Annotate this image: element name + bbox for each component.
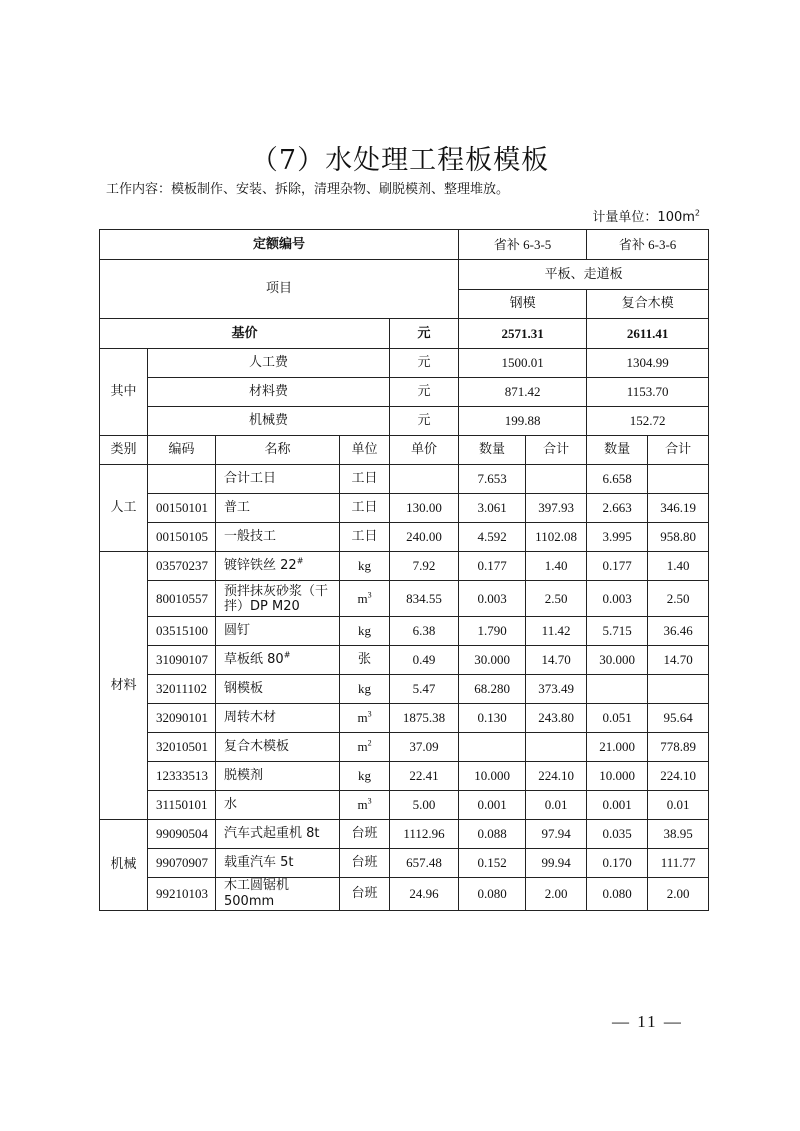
item-qty-1: 0.130 [459,704,526,733]
item-code: 32011102 [148,675,216,704]
item-sum-1: 14.70 [526,646,587,675]
machine-row [100,878,709,911]
item-sum-2: 778.89 [648,733,709,762]
material-row [100,675,709,704]
code-2: 省补 6-3-6 [587,230,709,260]
item-sum-1: 1102.08 [526,523,587,552]
item-sum-2: 2.50 [648,581,709,617]
measure-unit-label: 计量单位：100m [592,210,695,225]
item-unit: 工日 [340,465,390,494]
item-qty-1: 0.177 [459,552,526,581]
item-unit-text: m [357,797,368,812]
material-row [100,581,709,617]
item-qty-1: 30.000 [459,646,526,675]
item-unit: 工日 [340,523,390,552]
item-qty-2: 0.001 [587,791,648,820]
cost-row [100,407,709,436]
code-row [100,230,709,260]
item-price [390,465,459,494]
item-qty-2: 3.995 [587,523,648,552]
col-header-category: 类别 [100,436,148,465]
cost-value-2: 1153.70 [587,378,709,407]
item-sum-2: 36.46 [648,617,709,646]
item-name: 合计工日 [216,465,340,494]
page-number: — 11 — [612,1012,683,1031]
item-sum-1: 243.80 [526,704,587,733]
item-qty-1: 0.001 [459,791,526,820]
item-name: 载重汽车 5t [216,849,340,878]
material-category: 材料 [100,552,148,820]
item-sum-2: 38.95 [648,820,709,849]
item-sum-1: 373.49 [526,675,587,704]
item-unit: kg [340,552,390,581]
base-unit: 元 [390,319,459,349]
item-name: 脱模剂 [216,762,340,791]
group-label: 平板、走道板 [459,260,709,290]
item-unit: 台班 [340,820,390,849]
item-name: 钢模板 [216,675,340,704]
item-qty-1: 7.653 [459,465,526,494]
measure-unit-sup: 2 [694,208,700,218]
cost-name: 材料费 [148,378,390,407]
item-sum-1 [526,733,587,762]
item-qty-2: 6.658 [587,465,648,494]
cost-value-1: 871.42 [459,378,587,407]
item-unit-sup: 3 [367,796,372,806]
measure-unit [592,206,700,225]
page-title: （7）水处理工程板模板 [250,145,550,176]
item-price: 240.00 [390,523,459,552]
item-sum-1: 224.10 [526,762,587,791]
item-name-text: 草板纸 80 [224,652,284,667]
col-header-unit: 单位 [340,436,390,465]
item-code: 31090107 [148,646,216,675]
machine-row [100,820,709,849]
item-name-text: 镀锌铁丝 22 [224,558,297,573]
item-qty-1: 1.790 [459,617,526,646]
item-name-sup: # [296,556,304,566]
item-sum-1: 2.00 [526,878,587,911]
item-unit-text: m [357,710,368,725]
variant-1: 钢模 [459,290,587,319]
item-code: 99090504 [148,820,216,849]
item-qty-2: 21.000 [587,733,648,762]
item-unit: kg [340,617,390,646]
item-price: 5.00 [390,791,459,820]
item-price: 5.47 [390,675,459,704]
item-price: 1875.38 [390,704,459,733]
item-sum-2: 111.77 [648,849,709,878]
item-name: 周转木材 [216,704,340,733]
item-unit: 台班 [340,878,390,911]
item-unit: 台班 [340,849,390,878]
col-header-qty2: 数量 [587,436,648,465]
item-name: 水 [216,791,340,820]
cost-row [100,349,709,378]
material-row [100,762,709,791]
item-qty-1: 0.152 [459,849,526,878]
item-label: 项目 [100,260,459,319]
cost-name: 人工费 [148,349,390,378]
item-qty-2: 0.177 [587,552,648,581]
item-qty-1: 3.061 [459,494,526,523]
item-unit-sup: 3 [367,590,372,600]
work-content: 工作内容：模板制作、安装、拆除，清理杂物、刷脱模剂、整理堆放。 [106,182,510,197]
cost-value-2: 1304.99 [587,349,709,378]
item-qty-2: 0.170 [587,849,648,878]
item-sum-1: 1.40 [526,552,587,581]
col-header-sum1: 合计 [526,436,587,465]
labor-category: 人工 [100,465,148,552]
item-sum-2: 2.00 [648,878,709,911]
item-price: 24.96 [390,878,459,911]
base-2: 2611.41 [587,319,709,349]
item-qty-2: 0.035 [587,820,648,849]
item-qty-2: 30.000 [587,646,648,675]
material-row [100,791,709,820]
col-header-name: 名称 [216,436,340,465]
cost-value-1: 1500.01 [459,349,587,378]
base-1: 2571.31 [459,319,587,349]
labor-row [100,465,709,494]
item-code: 03570237 [148,552,216,581]
item-name: 一般技工 [216,523,340,552]
item-code: 80010557 [148,581,216,617]
material-row [100,733,709,762]
item-qty-1: 0.080 [459,878,526,911]
item-sum-1: 11.42 [526,617,587,646]
item-name: 汽车式起重机 8t [216,820,340,849]
item-price: 6.38 [390,617,459,646]
item-sum-2 [648,675,709,704]
cost-unit: 元 [390,378,459,407]
item-code: 12333513 [148,762,216,791]
base-row [100,319,709,349]
item-qty-2: 0.080 [587,878,648,911]
item-row [100,260,709,290]
item-name: 预拌抹灰砂浆（干拌）DP M20 [216,581,340,617]
item-qty-1: 0.088 [459,820,526,849]
item-code: 99070907 [148,849,216,878]
item-unit [340,733,390,762]
item-name: 普工 [216,494,340,523]
variant-2: 复合木模 [587,290,709,319]
item-sum-2: 14.70 [648,646,709,675]
item-price: 37.09 [390,733,459,762]
item-qty-2: 10.000 [587,762,648,791]
cost-unit: 元 [390,349,459,378]
material-row [100,704,709,733]
cost-unit: 元 [390,407,459,436]
item-sum-2: 346.19 [648,494,709,523]
item-price: 657.48 [390,849,459,878]
item-sum-1 [526,465,587,494]
item-code: 00150105 [148,523,216,552]
quota-table [99,229,709,911]
item-unit: 工日 [340,494,390,523]
cost-value-2: 152.72 [587,407,709,436]
item-sum-2: 1.40 [648,552,709,581]
col-header-sum2: 合计 [648,436,709,465]
item-sum-2: 0.01 [648,791,709,820]
item-code: 32010501 [148,733,216,762]
item-unit-text: m [357,739,368,754]
column-header-row [100,436,709,465]
code-label: 定额编号 [100,230,459,260]
col-header-price: 单价 [390,436,459,465]
item-unit [340,704,390,733]
item-qty-1: 4.592 [459,523,526,552]
item-price: 7.92 [390,552,459,581]
item-price: 0.49 [390,646,459,675]
item-name: 木工圆锯机 500mm [216,878,340,911]
material-row [100,646,709,675]
item-name [216,552,340,581]
cost-name: 机械费 [148,407,390,436]
cost-value-1: 199.88 [459,407,587,436]
item-sum-2: 958.80 [648,523,709,552]
code-1: 省补 6-3-5 [459,230,587,260]
item-price: 834.55 [390,581,459,617]
item-sum-2 [648,465,709,494]
cost-row [100,378,709,407]
item-qty-2: 0.003 [587,581,648,617]
item-code: 00150101 [148,494,216,523]
item-unit-text: m [357,590,368,606]
material-row [100,617,709,646]
item-sum-2: 95.64 [648,704,709,733]
item-name: 复合木模板 [216,733,340,762]
item-qty-2: 0.051 [587,704,648,733]
item-unit: kg [340,675,390,704]
item-qty-1 [459,733,526,762]
item-qty-2: 2.663 [587,494,648,523]
machine-row [100,849,709,878]
item-qty-1: 0.003 [459,581,526,617]
cost-group-label: 其中 [100,349,148,436]
item-qty-1: 68.280 [459,675,526,704]
item-sum-1: 99.94 [526,849,587,878]
item-unit [340,581,390,617]
item-name-sup: # [283,650,291,660]
item-code: 32090101 [148,704,216,733]
item-unit-sup: 2 [367,738,372,748]
item-unit: 张 [340,646,390,675]
item-unit: kg [340,762,390,791]
item-sum-1: 0.01 [526,791,587,820]
item-code: 99210103 [148,878,216,911]
item-code: 31150101 [148,791,216,820]
labor-row [100,494,709,523]
item-code [148,465,216,494]
item-price: 130.00 [390,494,459,523]
item-unit-sup: 3 [367,709,372,719]
base-label: 基价 [100,319,390,349]
labor-row [100,523,709,552]
item-unit [340,791,390,820]
item-sum-2: 224.10 [648,762,709,791]
item-name: 圆钉 [216,617,340,646]
item-sum-1: 2.50 [526,581,587,617]
col-header-qty1: 数量 [459,436,526,465]
material-row [100,552,709,581]
item-qty-2 [587,675,648,704]
item-price: 1112.96 [390,820,459,849]
item-sum-1: 97.94 [526,820,587,849]
machine-category: 机械 [100,820,148,911]
item-qty-2: 5.715 [587,617,648,646]
item-code: 03515100 [148,617,216,646]
item-price: 22.41 [390,762,459,791]
item-qty-1: 10.000 [459,762,526,791]
item-name [216,646,340,675]
item-sum-1: 397.93 [526,494,587,523]
col-header-code: 编码 [148,436,216,465]
